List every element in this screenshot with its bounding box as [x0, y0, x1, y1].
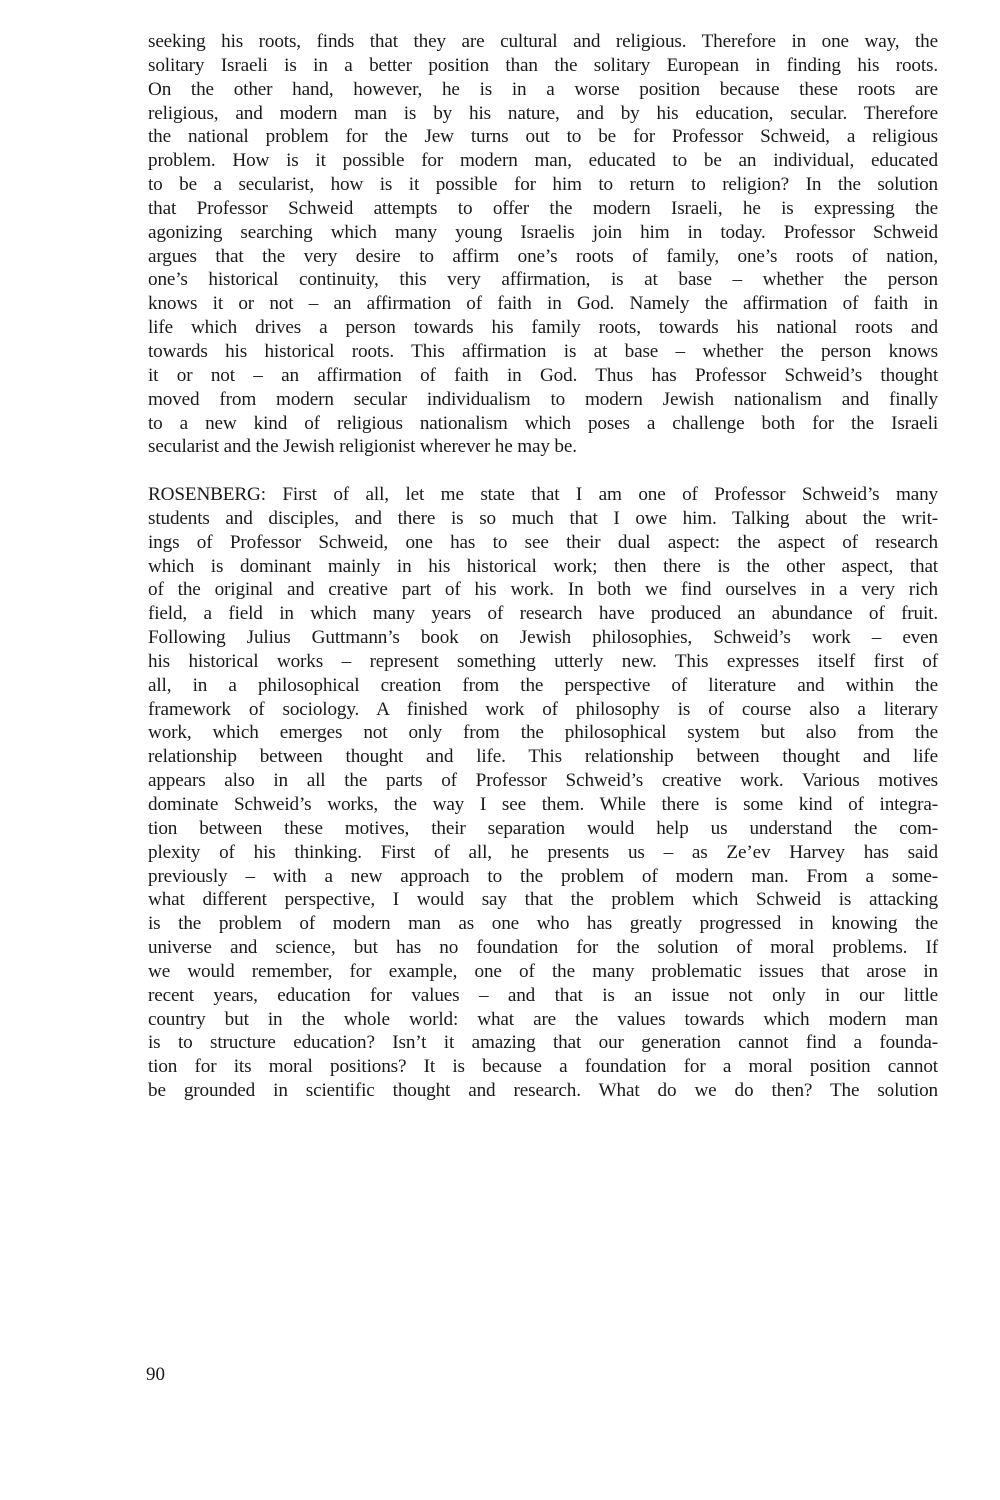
text-line: tion for its moral positions? It is because a foundation for a moral position cannot	[148, 1056, 938, 1078]
text-line: we would remember, for example, one of the many problematic issues that arose in	[148, 960, 938, 982]
text-line: recent years, education for values – and that is an issue not only in our little	[148, 984, 938, 1006]
text-line: towards his historical roots. This affirmation is at base – whether the person knows	[148, 340, 938, 362]
text-line: all, in a philosophical creation from the perspective of literature and within the	[148, 674, 938, 696]
paragraph-schweid-summary	[148, 30, 938, 459]
text-line: field, a field in which many years of research have produced an abundance of fruit.	[148, 603, 938, 625]
text-line: moved from modern secular individualism to modern Jewish nationalism and finally	[148, 388, 938, 410]
text-line: Following Julius Guttmann’s book on Jewish philosophies, Schweid’s work – even	[148, 627, 938, 649]
text-line: problem. How is it possible for modern man, educated to be an individual, educated	[148, 150, 938, 172]
text-line: plexity of his thinking. First of all, he presents us – as Ze’ev Harvey has said	[148, 841, 938, 863]
text-line: ings of Professor Schweid, one has to see their dual aspect: the aspect of research	[148, 531, 938, 553]
text-line: religious, and modern man is by his nature, and by his education, secular. Therefore	[148, 102, 938, 124]
text-line: is to structure education? Isn’t it amazing that our generation cannot find a founda-	[148, 1032, 938, 1054]
text-line: it or not – an affirmation of faith in God. Thus has Professor Schweid’s thought	[148, 364, 938, 386]
text-line: universe and science, but has no foundation for the solution of moral problems. If	[148, 937, 938, 959]
document-page	[148, 30, 938, 1103]
text-line: dominate Schweid’s works, the way I see them. While there is some kind of integra-	[148, 794, 938, 815]
text-line: appears also in all the parts of Professor Schweid’s creative work. Various motives	[148, 770, 938, 792]
text-line: that Professor Schweid attempts to offer the modern Israeli, he is expressing the	[148, 197, 938, 219]
text-line: knows it or not – an affirmation of faith in God. Namely the affirmation of faith in	[148, 293, 938, 315]
text-line: life which drives a person towards his family roots, towards his national roots and	[148, 317, 938, 339]
text-line: the national problem for the Jew turns out to be for Professor Schweid, a religious	[148, 126, 938, 148]
text-line: to be a secularist, how is it possible for him to return to religion? In the solution	[148, 174, 938, 196]
text-line: of the original and creative part of his work. In both we find ourselves in a very rich	[148, 579, 938, 601]
text-line: be grounded in scientific thought and research. What do we do then? The solution	[148, 1080, 938, 1102]
text-line: argues that the very desire to affirm one’s roots of family, one’s roots of nation,	[148, 245, 938, 267]
text-line: seeking his roots, finds that they are cultural and religious. Therefore in one way, the	[148, 31, 938, 52]
text-line: what different perspective, I would say that the problem which Schweid is attacking	[148, 889, 938, 911]
text-line: previously – with a new approach to the problem of modern man. From a some-	[148, 865, 938, 887]
text-line: which is dominant mainly in his historical work; then there is the other aspect, that	[148, 555, 938, 577]
text-line: is the problem of modern man as one who has greatly progressed in knowing the	[148, 913, 938, 935]
text-line: secularist and the Jewish religionist wherever he may be.	[148, 436, 577, 458]
text-line: work, which emerges not only from the philosophical system but also from the	[148, 722, 938, 744]
text-line: country but in the whole world: what are the values towards which modern man	[148, 1008, 938, 1030]
text-line: tion between these motives, their separation would help us understand the com-	[148, 817, 938, 839]
text-line: ROSENBERG: First of all, let me state that I am one of Professor Schweid’s many	[148, 484, 938, 506]
text-line: his historical works – represent something utterly new. This expresses itself first of	[148, 650, 938, 672]
text-line: On the other hand, however, he is in a worse position because these roots are	[148, 78, 938, 100]
text-line: one’s historical continuity, this very affirmation, is at base – whether the person	[148, 269, 938, 291]
text-line: relationship between thought and life. This relationship between thought and life	[148, 746, 938, 768]
paragraph-spacer	[148, 459, 938, 483]
page-number: 90	[146, 1364, 165, 1385]
text-line: framework of sociology. A finished work of philosophy is of course also a literary	[148, 698, 938, 720]
text-line: students and disciples, and there is so much that I owe him. Talking about the writ-	[148, 507, 938, 529]
text-line: to a new kind of religious nationalism which poses a challenge both for the Israeli	[148, 412, 938, 434]
text-line: agonizing searching which many young Israelis join him in today. Professor Schweid	[148, 221, 938, 243]
paragraph-rosenberg	[148, 483, 938, 1103]
text-line: solitary Israeli is in a better position than the solitary European in finding his roots.	[148, 54, 938, 76]
